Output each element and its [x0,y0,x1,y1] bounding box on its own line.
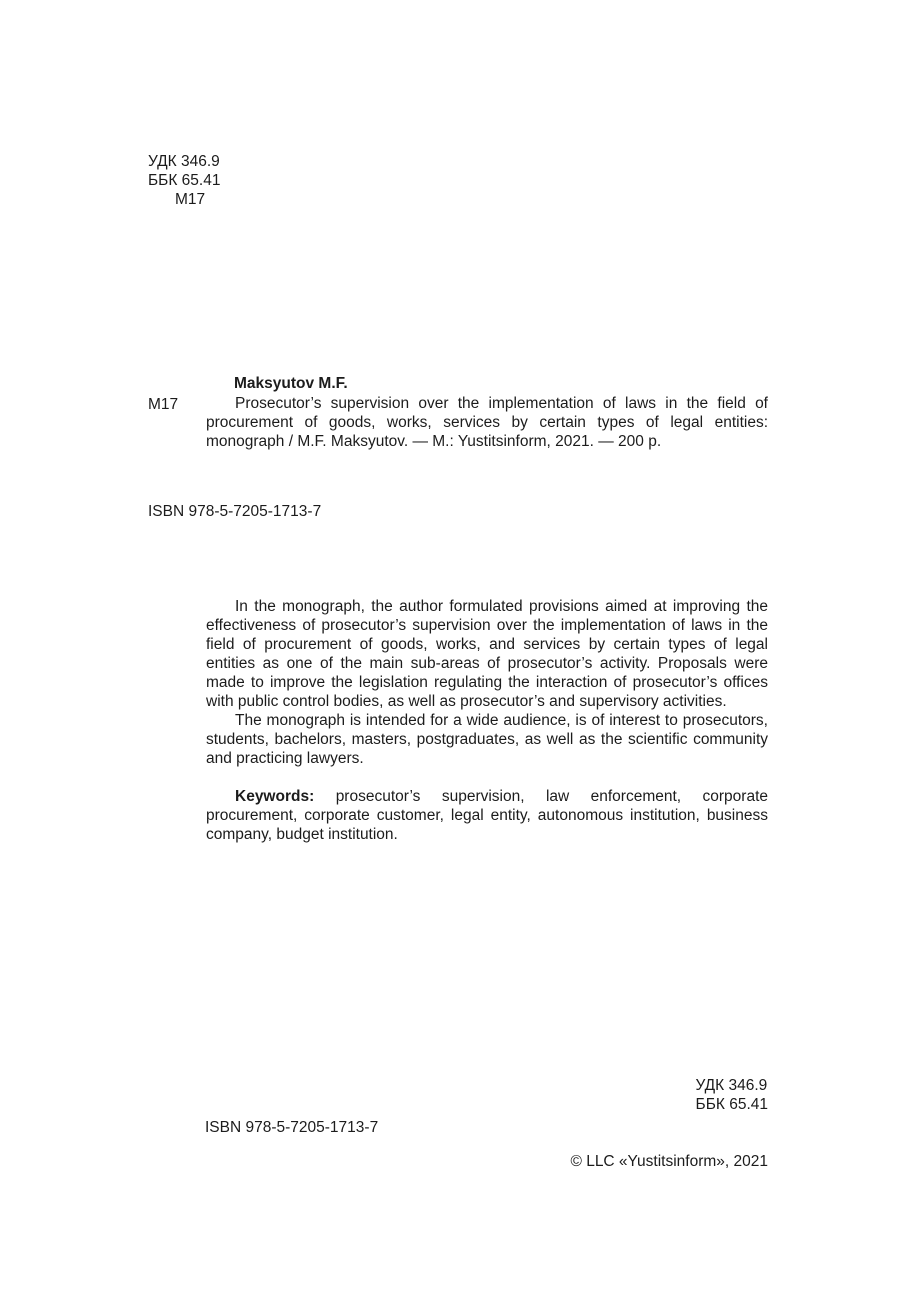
isbn-top: ISBN 978-5-7205-1713-7 [148,503,322,520]
copyright: © LLC «Yustitsinform», 2021 [570,1153,768,1170]
abstract-paragraph-2: The monograph is intended for a wide audience, is of interest to prosecutors, students, bachelors, masters, postgraduates, as well as the scientific community and practicing lawyers. [206,712,768,767]
keywords-paragraph [206,787,768,844]
catalog-author: Maksyutov M.F. [234,375,348,392]
bbk-code: ББК 65.41 [148,172,221,189]
abstract [206,597,768,844]
catalog-cutter: M17 [148,396,179,413]
keywords-label: Keywords: [235,788,315,805]
cutter-code: М17 [175,191,206,208]
isbn-bottom: ISBN 978-5-7205-1713-7 [205,1119,379,1136]
bbk-code-bottom: ББК 65.41 [695,1096,768,1113]
classification-block-top [148,152,220,209]
keywords-text: prosecutor’s supervision, law enforcement, corporate procurement, corporate customer, legal entity, autonomous institution, business company, budget institution. [206,788,769,843]
catalog-description: Prosecutor’s supervision over the implementation of laws in the field of procurement of goods, works, services by certain types of legal entities: monograph / M.F. Maksyutov. — M.: Yustitsinform, 2021. — 200 р. [206,395,768,450]
classification-block-bottom [696,1076,768,1114]
udc-code-bottom: УДК 346.9 [695,1077,768,1094]
udc-code: УДК 346.9 [148,153,220,170]
abstract-paragraph-1: In the monograph, the author formulated provisions aimed at improving the effectiveness of prosecutor’s supervision over the implementation of laws in the field of procurement of goods, works, and services by certain types of legal entities as one of the main sub-areas of prosecutor’s activity. Proposals were made to improve the legislation regulating the interaction of prosecutor’s offices with public control bodies, as well as prosecutor’s and supervisory activities. [206,598,768,710]
